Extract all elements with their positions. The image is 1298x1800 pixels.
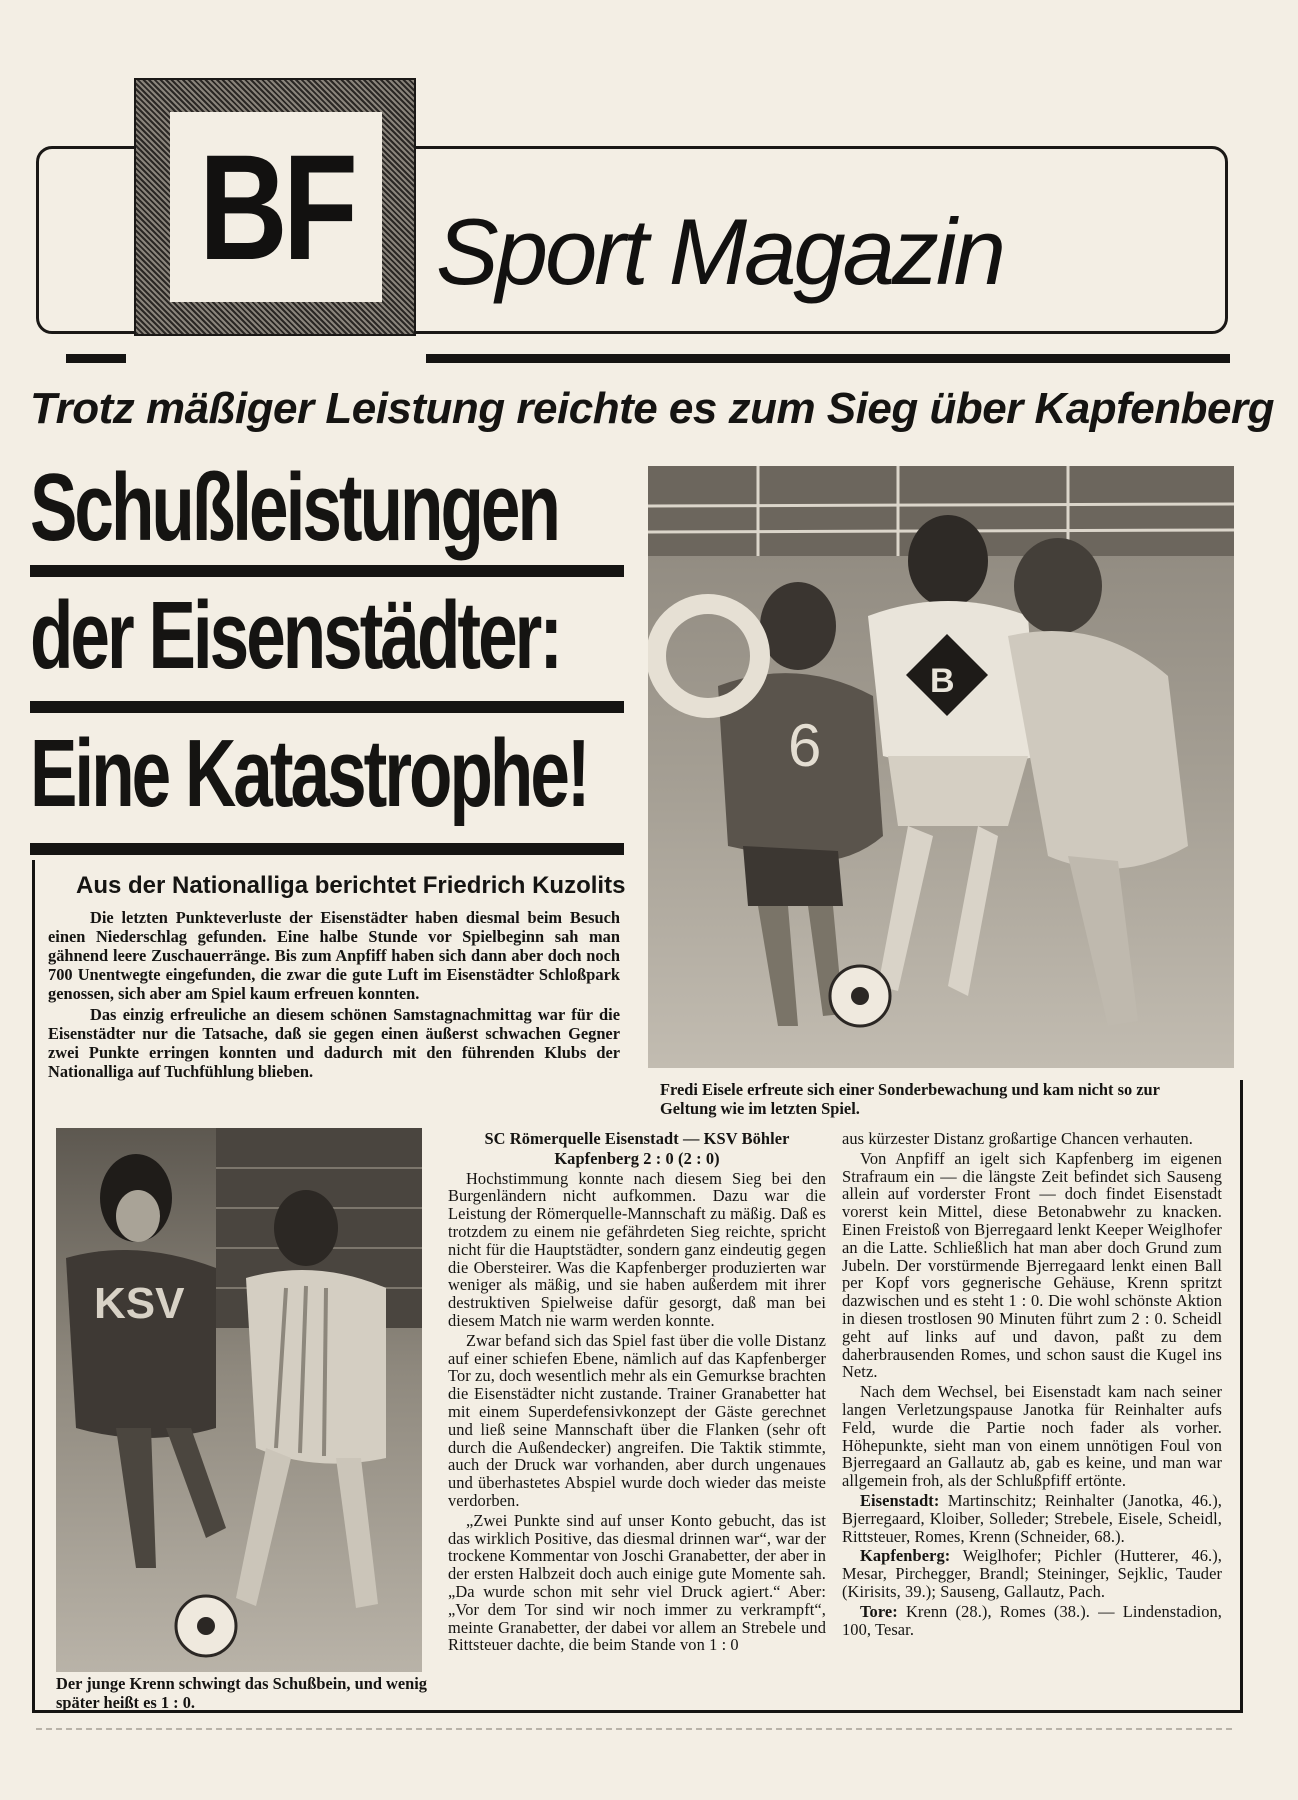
svg-text:KSV: KSV [94,1279,185,1328]
headline-rule-1 [30,565,624,577]
svg-text:B: B [930,662,955,700]
headline-rule-2 [30,701,624,713]
goals-label: Tore: [860,1601,898,1621]
lineup-eisenstadt [842,1492,1222,1545]
right-paragraph-1: aus kürzester Distanz großartige Chancen verhauten. [842,1129,1193,1148]
photo-krenn-image [56,1128,422,1672]
right-paragraph-2: Von Anpfiff an igelt sich Kapfenberg im eigenen Strafraum ein — die längste Zeit befindet sich Sauseng allein auf vorderster Front — doch findet Eisenstadt vorerst kein Mittel, diese Betonabwehr zu knacken. Einen Freistoß von Bjerregaard lenkt Keeper Weiglhofer an die Latte. Schließlich hat man aber doch Grund zum Jubeln. Der vorstürmende Bjerregaard lenkt einen Ball per Kopf vors gegnerische Gehäuse, Krenn spritzt dazwischen und es steht 1 : 0. Die wohl schönste Aktion in diesen trostlosen 90 Minuten führt zum 2 : 0. Scheidl geht auf links auf und davon, paßt zu dem daherbrausenden Romes, und schon saust die Kugel ins Netz. [842,1148,1222,1382]
match-result-line-1: SC Römerquelle Eisenstadt — KSV Böhler [484,1129,790,1148]
svg-text:6: 6 [788,712,822,779]
goals-line [842,1603,1222,1639]
goals-text: Krenn (28.), Romes (38.). — Lindenstadion, 100, Tesar. [842,1601,1222,1639]
middle-paragraph-1: Hochstimmung konnte nach diesem Sieg bei den Burgenländern nicht aufkommen. Dazu war die Leistung der Römerquelle-Mannschaft zu mäßig. Daß es trotzdem zu einem nie gefährdeten Sieg reichte, spricht nicht für die Hauptstädter, sondern ganz eindeutig gegen die Obersteirer. Was die Kapfenberger produzierten war weniger als mäßig, und sie haben außerdem mit ihrer destruktiven Spielweise dafür gesorgt, daß man bei diesem Match nie warm werden konnte. [448,1168,826,1330]
masthead-rule-right [426,354,1230,363]
middle-paragraph-3: „Zwei Punkte sind auf unser Konto gebucht, das ist das wirklich Positive, das diesmal drinnen war“, war der trockene Kommentar von Joschi Granabetter, der aber in der ersten Halbzeit doch auch einige gute Momente sah. „Da wurde schon mit sehr viel Druck agiert.“ Aber: „Vor dem Tor sind wir noch immer zu verkrampft“, meinte Granabetter, der dabei vor allem an Strebele und Rittsteuer dachte, die beim Stande von 1 : 0 [448,1510,826,1655]
photo-eisele-image [648,466,1234,1068]
article-border-right [1240,1080,1243,1713]
lead-paragraph-2: Das einzig erfreuliche an diesem schönen Samstagnachmittag war für die Eisenstädter nur die Tatsache, daß sie gegen einen äußerst schwachen Gegner zwei Punkte erringen konnten und dadurch mit den führenden Klubs der Nationalliga auf Tuchfühlung blieben. [48,1005,620,1081]
headline-line-1: Schußleistungen [30,454,558,561]
photo-eisele [648,466,1234,1068]
match-result-line-2: Kapfenberg 2 : 0 (2 : 0) [554,1148,720,1168]
headline-line-2: der Eisenstädter: [30,582,561,689]
lineup-eisenstadt-text: Martinschitz; Reinhalter (Janotka, 46.), Bjerregaard, Kloiber, Solleder; Strebele, Eisele, Scheidl, Rittsteuer, Romes, Krenn (Schneider, 68.). [842,1490,1222,1546]
masthead-rule-left [66,354,126,363]
caption-top-photo: Fredi Eisele erfreute sich einer Sonderbewachung und kam nicht so zur Geltung wie im letzten Spiel. [660,1080,1160,1118]
article-column-right [842,1130,1222,1640]
bf-logo-text: BF [198,123,354,291]
article-lead [48,908,620,1083]
photo-krenn [56,1128,422,1672]
caption-bottom-photo: Der junge Krenn schwingt das Schußbein, und wenig später heißt es 1 : 0. [56,1674,428,1712]
lineup-kapfenberg [842,1547,1222,1600]
lineup-eisenstadt-label: Eisenstadt: [860,1490,940,1510]
lineup-kapfenberg-text: Weiglhofer; Pichler (Hutterer, 46.), Mesar, Pirchegger, Brandl; Steininger, Sejklic, Tauder (Kirisits, 39.); Sauseng, Gallautz, Pach. [842,1546,1222,1601]
middle-paragraph-2: Zwar befand sich das Spiel fast über die volle Distanz auf einer schiefen Ebene, nämlich auf das Kapfenberger Tor zu, doch wesentlich mehr als ein Gemurkse brachten die Eisenstädter nicht zustande. Trainer Granabetter hat mit einem Superdefensivkonzept der Gäste gerechnet und ließ seine Mannschaft über die Flanken (sehr oft durch die Außendecker) angreifen. Die Taktik stimmte, auch der Druck war vorhanden, aber durch ungenaues und überhastetes Abspiel wurde doch wieder das meiste verdorben. [448,1330,826,1510]
article-border-left [32,860,35,1712]
magazine-title: Sport Magazin [436,199,1004,304]
bf-logo-inner [170,112,382,302]
lead-paragraph-1: Die letzten Punkteverluste der Eisenstädter haben diesmal beim Besuch einen Niederschlag gefunden. Eine halbe Stunde vor Spielbeginn sah man gähnend leere Zuschauerränge. Bis zum Anpfiff haben sich dann aber doch noch 700 Unentwegte eingefunden, die zwar die gute Luft im Eisenstädter Schloßpark genossen, sich aber am Spiel kaum erfreuen konnten. [48,908,620,1003]
page-bottom-rule [36,1728,1236,1730]
headline-rule-3 [30,843,624,855]
lineup-kapfenberg-label: Kapfenberg: [860,1546,951,1566]
article-column-middle [448,1130,826,1656]
headline-line-3: Eine Katastrophe! [30,720,588,827]
kicker-headline: Trotz mäßiger Leistung reichte es zum Sieg über Kapfenberg [30,384,1274,433]
bf-logo [134,78,416,336]
byline: Aus der Nationalliga berichtet Friedrich Kuzolits [76,872,626,899]
right-paragraph-3: Nach dem Wechsel, bei Eisenstadt kam nach seiner langen Verletzungspause Janotka für Reinhalter aufs Feld, wurde die Partie noch fader als vorher. Höhepunkte, sieht man von einem unnötigen Foul von Bjerregaard an Gallautz ab, gab es keine, und man war allgemein froh, als der Schlußpfiff ertönte. [842,1382,1222,1491]
